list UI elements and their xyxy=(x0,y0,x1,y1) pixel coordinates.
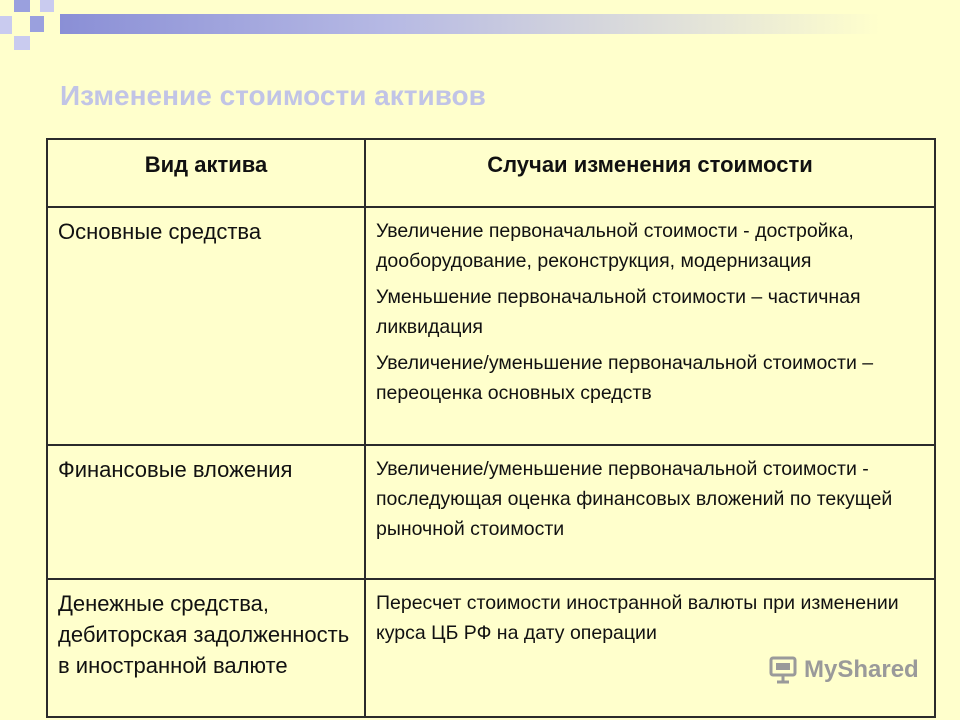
table-row xyxy=(47,207,935,445)
column-header-change-cases: Случаи изменения стоимости xyxy=(365,139,935,207)
corner-decoration xyxy=(0,16,12,34)
column-header-asset-type: Вид актива xyxy=(47,139,365,207)
asset-type-cell: Денежные средства, дебиторская задолженность в иностранной валюте xyxy=(47,579,365,717)
table-row xyxy=(47,579,935,717)
table-row xyxy=(47,445,935,579)
corner-decoration xyxy=(14,36,30,50)
corner-decoration xyxy=(30,16,44,32)
asset-type-cell: Основные средства xyxy=(47,207,365,445)
change-cases-cell xyxy=(365,579,935,717)
header-gradient-bar xyxy=(60,14,880,34)
change-cases-cell xyxy=(365,207,935,445)
myshared-watermark xyxy=(768,655,919,685)
change-case-text: Увеличение/уменьшение первоначальной стоимости - последующая оценка финансовых вложений по текущей рыночной стоимости xyxy=(376,458,893,540)
change-case-text: Уменьшение первоначальной стоимости – частичная ликвидация xyxy=(376,286,861,338)
watermark-text: MyShared xyxy=(804,656,919,683)
asset-value-table xyxy=(46,138,936,718)
change-case-text: Увеличение/уменьшение первоначальной стоимости – переоценка основных средств xyxy=(376,352,874,404)
corner-decoration xyxy=(14,0,30,12)
change-case-text: Пересчет стоимости иностранной валюты при изменении курса ЦБ РФ на дату операции xyxy=(376,592,899,644)
table-header-row xyxy=(47,139,935,207)
asset-type-cell: Финансовые вложения xyxy=(47,445,365,579)
change-cases-cell xyxy=(365,445,935,579)
presentation-board-icon xyxy=(768,655,798,685)
corner-decoration xyxy=(40,0,54,12)
slide-title: Изменение стоимости активов xyxy=(60,80,486,111)
change-case-text: Увеличение первоначальной стоимости - достройка, дооборудование, реконструкция, модернизация xyxy=(376,220,854,272)
